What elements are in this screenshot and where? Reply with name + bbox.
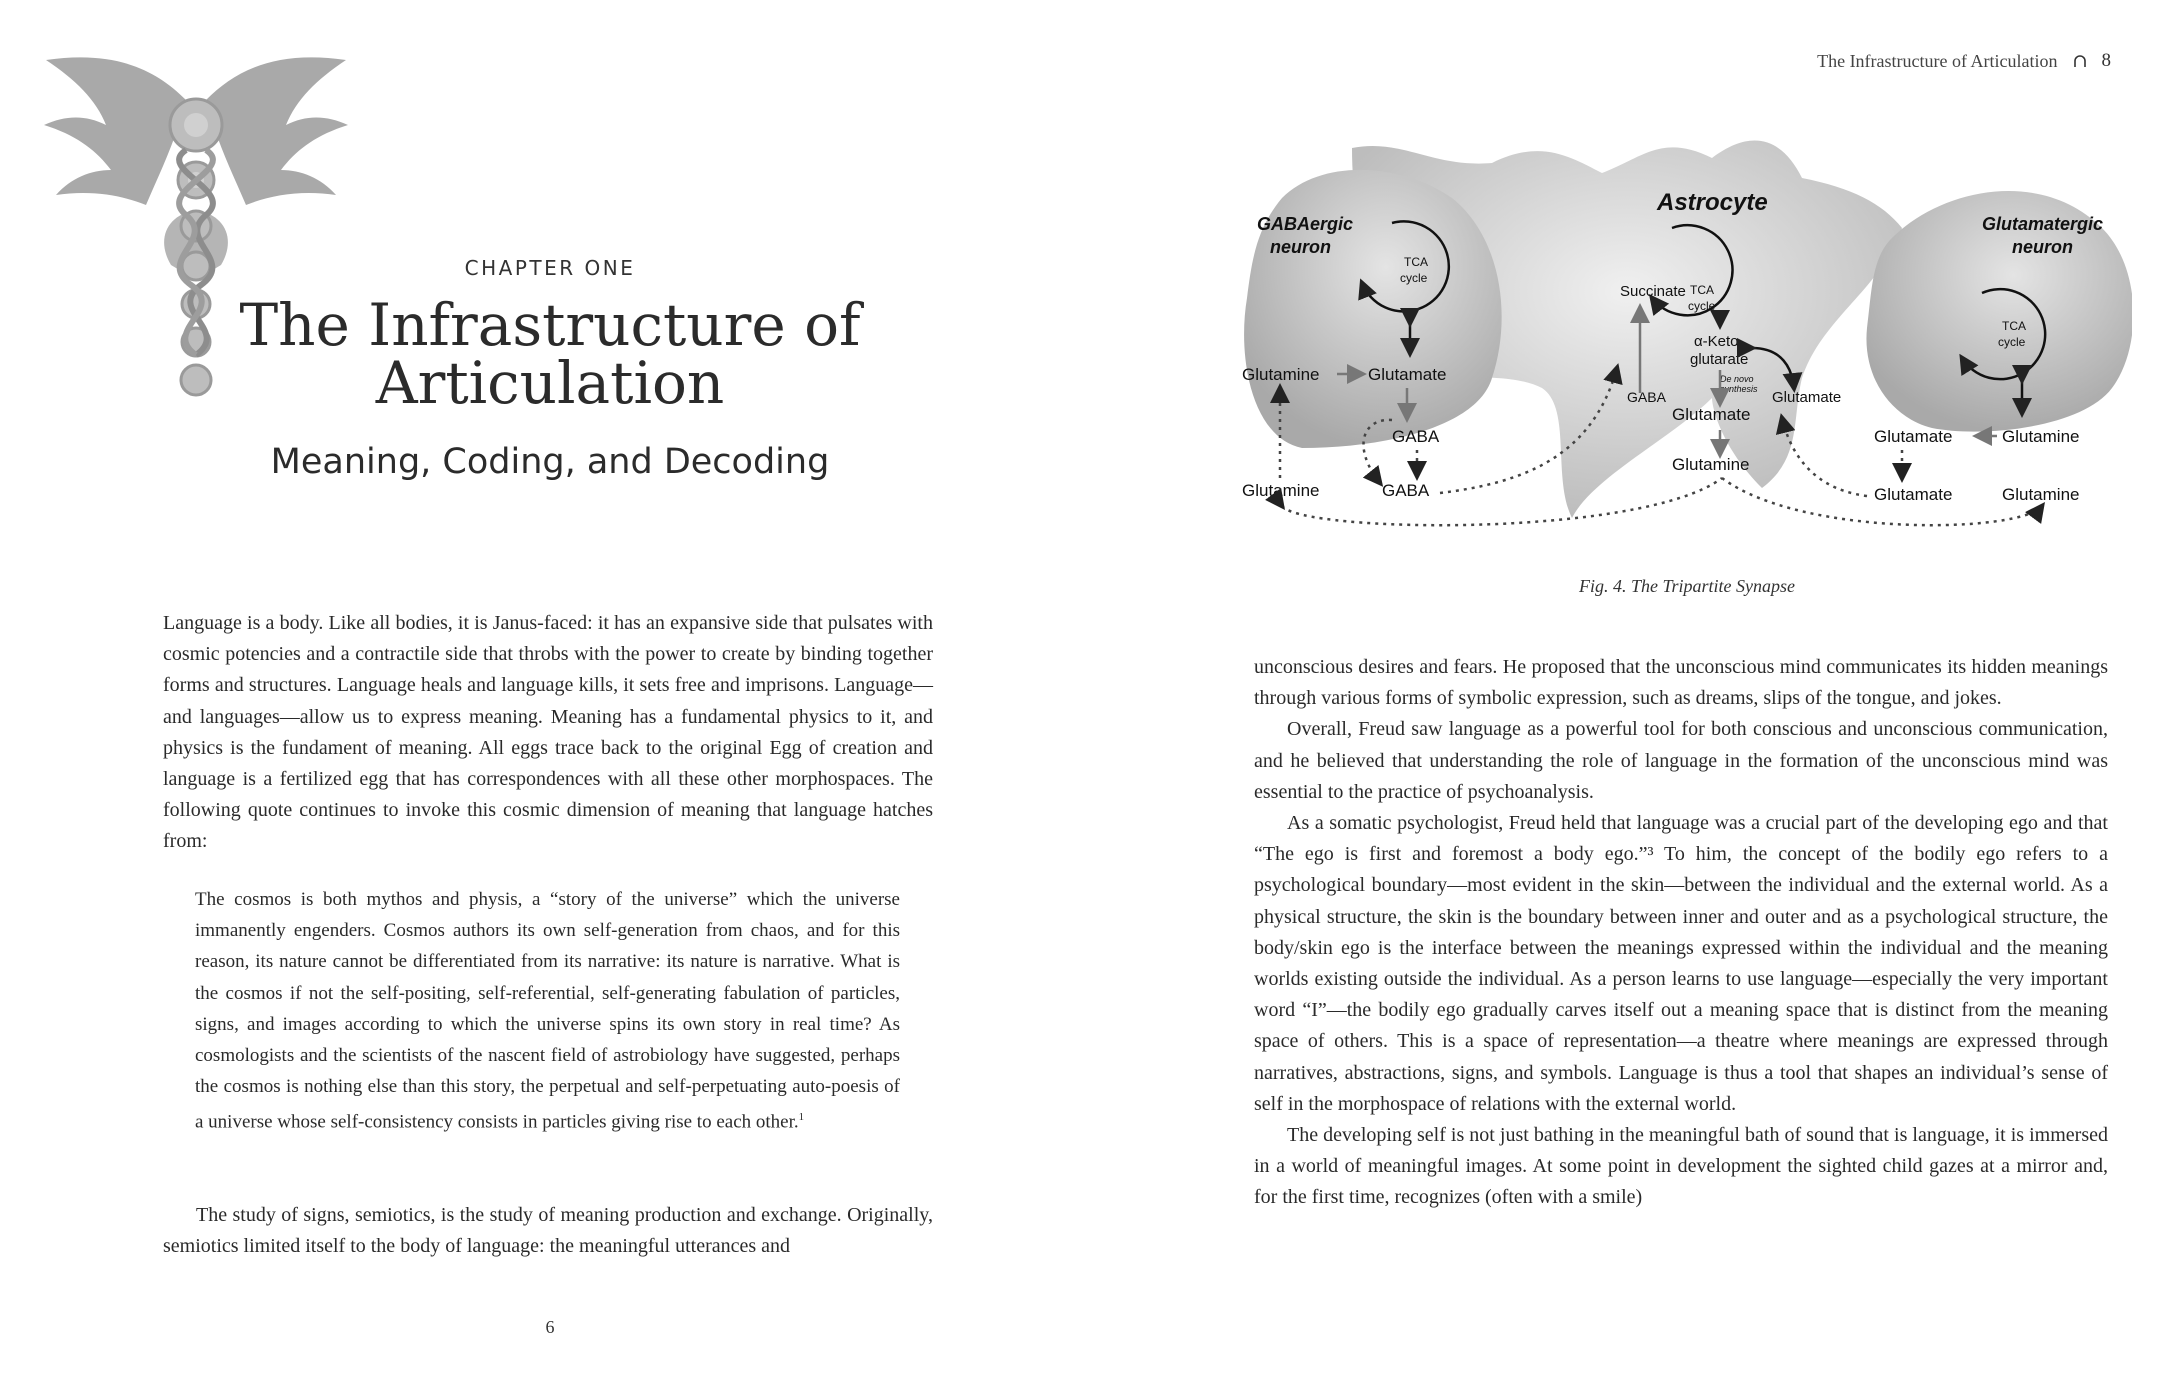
- gabaergic-label-2: neuron: [1270, 237, 1331, 257]
- cycle-label: cycle: [1688, 299, 1716, 313]
- tca-label: TCA: [1690, 283, 1714, 297]
- body-paragraph-2: [163, 1200, 933, 1262]
- figure-caption: Fig. 4. The Tripartite Synapse: [1579, 576, 1795, 596]
- gaba-bottom-label: GABA: [1382, 481, 1430, 500]
- running-head-title: The Infrastructure of Articulation: [1817, 50, 2058, 71]
- paragraph-4: The developing self is not just bathing in the meaningful bath of sound that is language, it is immersed in a world of meaningful images. At some point in development the sighted child gazes at a mirror and, for the first time, recognizes (often with a smile): [1254, 1124, 2108, 1209]
- glutamate-astro-label: Glutamate: [1672, 405, 1751, 424]
- glutamate-bottom-right-label: Glutamate: [1874, 485, 1953, 504]
- glutamatergic-label-2: neuron: [2012, 237, 2073, 257]
- glutamine-glut-label: Glutamine: [2002, 427, 2080, 446]
- chapter-title-line1: The Infrastructure of: [239, 291, 861, 359]
- page-number: 6: [545, 1317, 555, 1337]
- tripartite-synapse-figure: [1242, 118, 2132, 568]
- gaba-astro-label: GABA: [1627, 389, 1666, 405]
- running-head-page-number: 8: [2101, 50, 2111, 71]
- quote-text: [195, 884, 900, 1138]
- paragraph-2: Overall, Freud saw language as a powerful tool for both conscious and unconscious communication, and he believed that understanding the role of language in the formation of the unconscious mind was essential to the practice of psychoanalysis.: [1254, 718, 2108, 803]
- tca-label: TCA: [1404, 255, 1428, 269]
- de-novo-label-1: De novo: [1720, 374, 1754, 384]
- paragraph-1: unconscious desires and fears. He proposed that the unconscious mind communicates its hidden meanings through various forms of symbolic expression, such as dreams, slips of the tongue, and jokes.: [1254, 656, 2108, 710]
- glutamine-bottom-left-label: Glutamine: [1242, 481, 1320, 500]
- synapse-diagram: [1242, 118, 2132, 568]
- chapter-title: [160, 291, 940, 417]
- gabaergic-neuron-shape: [1244, 170, 1502, 448]
- cycle-label: cycle: [1400, 271, 1428, 285]
- glutamine-astro-label: Glutamine: [1672, 455, 1750, 474]
- chapter-title-line2: Articulation: [375, 349, 725, 417]
- glutamate-gaba-label: Glutamate: [1368, 365, 1447, 384]
- block-quote: [195, 884, 900, 1138]
- de-novo-label-2: synthesis: [1720, 384, 1758, 394]
- glutamine-gaba-label: Glutamine: [1242, 365, 1320, 384]
- aketo-label-2: glutarate: [1690, 351, 1749, 368]
- paragraph-text: Language is a body. Like all bodies, it is Janus-faced: it has an expansive side that pulsates with cosmic potencies and a contractile side that throbs with the power to create by binding together forms and structures. Language heals and language kills, it sets free and imprisons. Language—and languages—allow us to express meaning. Meaning has a fundamental physics to it, and physics is the fundament of meaning. All eggs trace back to the original Egg of creation and language is a fertilized egg that has correspondences with all these other morphospaces. The following quote continues to invoke this cosmic dimension of meaning that language hatches from:: [163, 612, 933, 853]
- glutamine-bottom-right-label: Glutamine: [2002, 485, 2080, 504]
- quote-body: The cosmos is both mythos and physis, a “story of the universe” which the universe immanently engenders. Cosmos authors its own self-generation from chaos, and for this reason, its nature cannot be differentiated from its narrative: its nature is narrative. What is the cosmos if not the self-positing, self-referential, self-generating fabulation of particles, signs, and images according to which the universe spins its own story in real time? As cosmologists and the scientists of the nascent field of astrobiology have suggested, perhaps the cosmos is nothing else than this story, the perpetual and self-perpetuating auto-poesis of a universe whose self-consistency consists in particles giving rise to each other.: [195, 889, 900, 1133]
- cycle-label: cycle: [1998, 335, 2026, 349]
- gaba-gaba-label: GABA: [1392, 427, 1440, 446]
- paragraph-3: As a somatic psychologist, Freud held that language was a crucial part of the developing ego and that “The ego is first and foremost a body ego.”³ To him, the concept of the bodily ego refers to a psychological boundary—most evident in the skin—between the individual and the external world. As a physical structure, the skin is the boundary between inner and outer and as a psychological structure, the body/skin ego is the interface between the meanings expressed within the individual and the meaning worlds existing outside the individual. As a person learns to use language—especially the very important word “I”—the bodily ego gradually carves itself out a meaning space that is distinct from the meaning space of others. This is a space of representation—a theatre where meanings are expressed through narratives, abstractions, signs, and symbols. Language is thus a tool that shapes an individual’s sense of self in the morphospace of relations with the external world.: [1254, 812, 2108, 1115]
- chapter-subtitle: Meaning, Coding, and Decoding: [270, 442, 830, 482]
- footnote-marker[interactable]: 1: [798, 1111, 805, 1124]
- body-paragraph-1: [163, 608, 933, 858]
- right-page: [1082, 0, 2163, 1400]
- running-head: [1817, 50, 2111, 72]
- astrocyte-label: Astrocyte: [1657, 189, 1768, 216]
- paragraph-text: The study of signs, semiotics, is the study of meaning production and exchange. Originally, semiotics limited itself to the body of language: the meaningful utterances and: [163, 1204, 933, 1258]
- glutamatergic-label-1: Glutamatergic: [1982, 214, 2104, 234]
- gabaergic-label-1: GABAergic: [1257, 214, 1354, 234]
- succinate-label: Succinate: [1620, 283, 1686, 300]
- glutamate-glut-label: Glutamate: [1874, 427, 1953, 446]
- chapter-label: CHAPTER ONE: [464, 256, 636, 280]
- arch-ornament-icon: [2072, 53, 2088, 69]
- tca-label: TCA: [2002, 319, 2026, 333]
- glutamate-astro-right-label: Glutamate: [1772, 389, 1842, 406]
- right-body-text: [1254, 652, 2108, 1214]
- aketo-label-1: α-Keto: [1694, 333, 1739, 350]
